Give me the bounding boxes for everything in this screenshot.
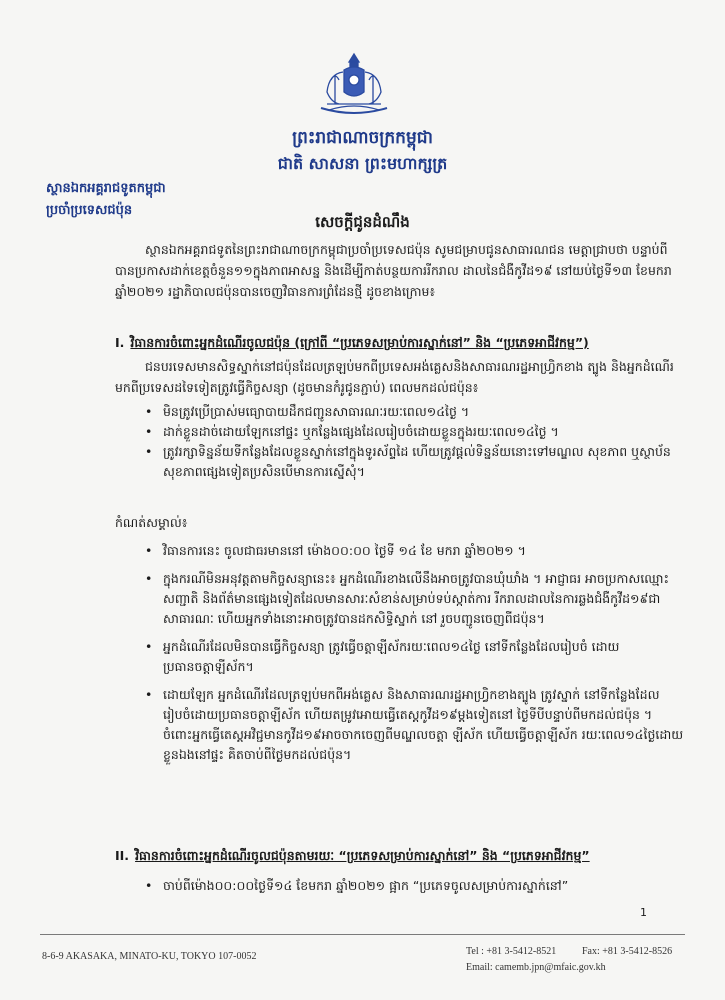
section-1-heading bbox=[115, 335, 589, 354]
royal-coat-of-arms-icon bbox=[309, 52, 399, 118]
notes-list bbox=[145, 541, 685, 773]
section-2-heading-text: វិធានការចំពោះអ្នកដំណើរចូលជប៉ុនតាមរយៈ “ប្រភេទសម្រាប់ការស្នាក់នៅ” និង “ប្រភេទអាជីវកម្ម” bbox=[135, 848, 590, 863]
section-2-number: II. bbox=[115, 848, 130, 863]
section-2-list bbox=[145, 876, 685, 896]
footer-email: Email: camemb.jpn@mfaic.gov.kh bbox=[466, 962, 606, 973]
section-1-list bbox=[145, 402, 685, 482]
intro-paragraph: ស្ថានឯកអគ្គរាជទូតនៃព្រះរាជាណាចក្រកម្ពុជាប្រចាំប្រទេសជប៉ុន សូមជម្រាបជូនសាធារណជន មេត្តាជ្រាបថា បន្ទាប់ពីបានប្រកាសដាក់ខេត្តចំនួន១១ក្នុងភាពអាសន្ន និងដើម្បីកាត់បន្ថយការរីករាល ដាលនៃជំងឺកូវីដ១៩ នៅយប់ថ្ងៃទី១៣ ខែមករាឆ្នាំ២០២១ រដ្ឋាភិបាលជប៉ុនបានចេញវិធានការព្រំដែនថ្មី ដូចខាងក្រោម៖ bbox=[115, 242, 672, 299]
section-2-heading bbox=[115, 848, 590, 867]
page-number: 1 bbox=[640, 906, 647, 919]
section-1-heading-text: វិធានការចំពោះអ្នកដំណើរចូលជប៉ុន (ក្រៅពី “ប្រភេទសម្រាប់ការស្នាក់នៅ” និង “ប្រភេទអាជីវកម្ម”) bbox=[130, 335, 589, 350]
list-item: • ដោយឡែក អ្នកដំណើរដែលត្រឡប់មកពីអង់គ្លេស និងសាធារណរដ្ឋអាហ្វ្រិកខាងត្បូង ត្រូវស្នាក់ នៅទីកន្លែងដែលរៀបចំដោយប្រធានចត្តាឡីស័ក ហើយតម្រូវអោយធ្វើតេស្តកូវីដ១៩ម្តងទៀតនៅ ថ្ងៃទីបីបន្ទាប់ពីមកដល់ជប៉ុន ។ ចំពោះអ្នកធ្វើតេស្តអវិជ្ជមានកូវីដ១៩អាចចាកចេញពីមណ្ឌលចត្តា ឡីស័ក ហើយធ្វើចត្តាឡីស័ក រយៈពេល១៤ថ្ងៃដោយខ្លួនឯងនៅផ្ទះ គិតចាប់ពីថ្ងៃមកដល់ជប៉ុន។ bbox=[145, 685, 685, 765]
list-item: • ត្រូវរក្សាទិន្នន័យទីកន្លែងដែលខ្លួនស្នាក់នៅក្នុងទូរស័ព្ទដៃ ហើយត្រូវផ្តល់ទិន្នន័យនោះទៅមណ្ឌល សុខភាព ឬស្ថាប័នសុខភាពផ្សេងទៀតប្រសិនបើមានការស្នើសុំ។ bbox=[145, 442, 685, 482]
section-1-body: ជនបរទេសមានសិទ្ធស្នាក់នៅជប៉ុនដែលត្រឡប់មកពីប្រទេសអង់គ្លេសនិងសាធារណរដ្ឋអាហ្វ្រិកខាង ត្បូង និងអ្នកដំណើរមកពីប្រទេសដទៃទៀតត្រូវធ្វើកិច្ចសន្យា (ដូចមានកំរូជូនភ្ជាប់) ពេលមកដល់ជប៉ុន៖ bbox=[115, 359, 674, 395]
kingdom-name: ព្រះរាជាណាចក្រកម្ពុជា bbox=[292, 128, 433, 148]
embassy-location: ប្រចាំប្រទេសជប៉ុន bbox=[46, 203, 133, 218]
list-item: • វិធានការនេះ ចូលជាធរមាននៅ ម៉ោង០០:០០ ថ្ងៃទី ១៤ ខែ មករា ឆ្នាំ២០២១ ។ bbox=[145, 541, 685, 561]
document-title: សេចក្តីជូនដំណឹង bbox=[315, 213, 410, 231]
section-1-number: I. bbox=[115, 335, 125, 350]
embassy-name: ស្ថានឯកអគ្គរាជទូតកម្ពុជា bbox=[46, 181, 166, 196]
national-motto: ជាតិ សាសនា ព្រះមហាក្សត្រ bbox=[277, 154, 448, 173]
notes-label: កំណត់សម្គាល់៖ bbox=[115, 515, 188, 530]
list-item: • អ្នកដំណើរដែលមិនបានធ្វើកិច្ចសន្យា ត្រូវធ្វើចត្តាឡីស័ករយៈពេល១៤ថ្ងៃ នៅទីកន្លែងដែលរៀបចំ ដោយប្រធានចត្តាឡីស័ក។ bbox=[145, 637, 685, 677]
footer-divider bbox=[40, 934, 685, 935]
footer-fax: Fax: +81 3-5412-8526 bbox=[582, 946, 673, 957]
list-item: • ក្នុងករណីមិនអនុវត្តតាមកិច្ចសន្យានេះ៖ អ្នកដំណើរខាងលើនឹងអាចត្រូវបានឃុំឃាំង ។ អាជ្ញាធរ អាចប្រកាសឈ្មោះ សញ្ជាតិ និងព័ត៌មានផ្សេងទៀតដែលមានសារៈសំខាន់សម្រាប់ទប់ស្កាត់ការ រីករាលដាលនៃការឆ្លងជំងឺកូវីដ១៩ជាសាធារណៈ ហើយអ្នកទាំងនោះអាចត្រូវបានដកសិទ្ធិស្នាក់ នៅ រួចបញ្ជូនចេញពីជប៉ុន។ bbox=[145, 569, 685, 629]
footer-phone: Tel : +81 3-5412-8521 bbox=[466, 946, 557, 957]
list-item: • មិនត្រូវប្រើប្រាស់មធ្យោបាយដឹកជញ្ជូនសាធារណៈរយៈពេល១៤ថ្ងៃ ។ bbox=[145, 402, 685, 422]
footer-address: 8-6-9 AKASAKA, MINATO-KU, TOKYO 107-0052 bbox=[42, 951, 257, 962]
list-item: • ចាប់ពីម៉ោង០០:០០ថ្ងៃទី១៤ ខែមករា ឆ្នាំ២០២១ ផ្អាក “ប្រភេទចូលសម្រាប់ការស្នាក់នៅ” bbox=[145, 876, 685, 896]
list-item: • ដាក់ខ្លួនដាច់ដោយឡែកនៅផ្ទះ ឬកន្លែងផ្សេងដែលរៀបចំដោយខ្លួនក្នុងរយៈពេល១៤ថ្ងៃ ។ bbox=[145, 422, 685, 442]
